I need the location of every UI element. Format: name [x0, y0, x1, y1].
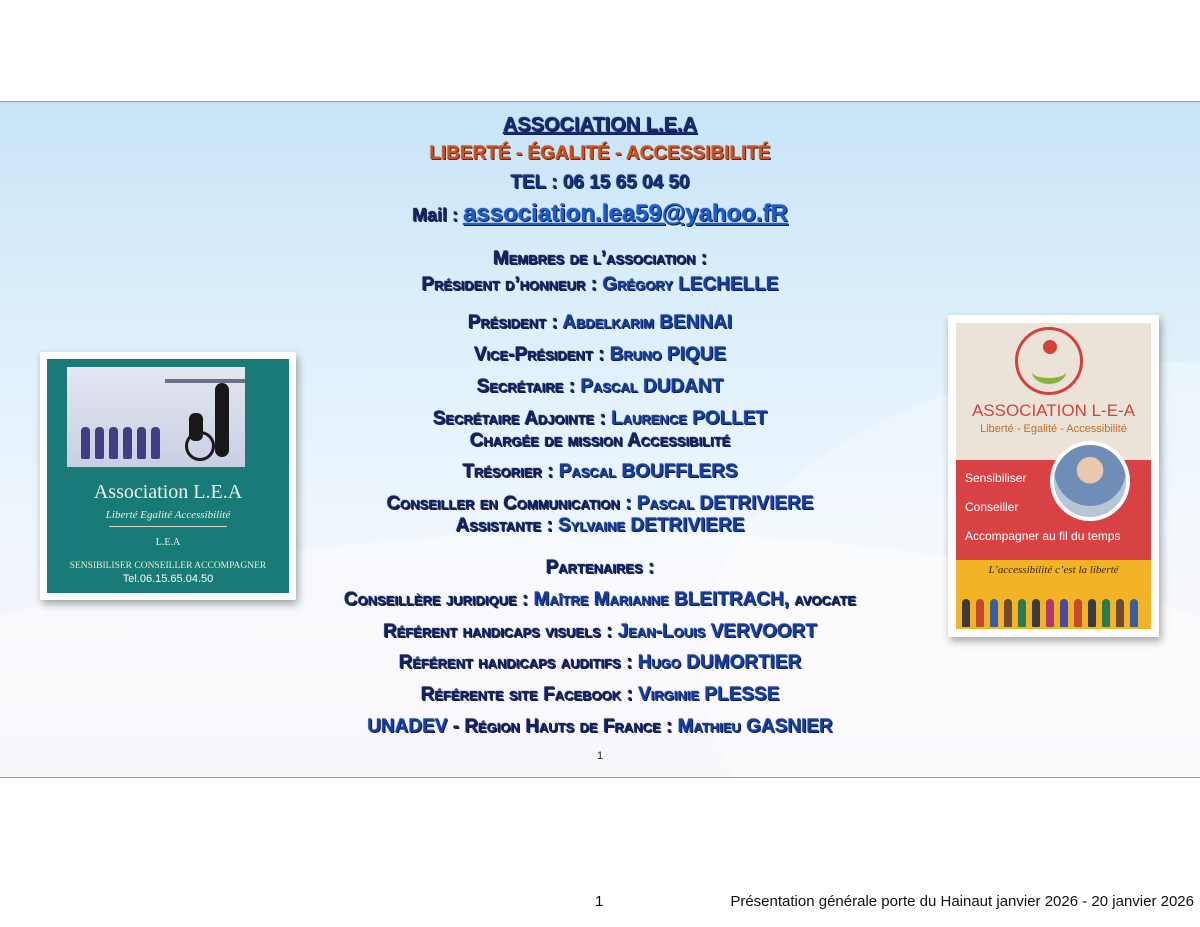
member-role: Assistante : [455, 515, 559, 536]
member-role: Chargée de mission Accessibilité [469, 430, 731, 451]
member-role: Président d’honneur : [421, 274, 603, 295]
poster-name: Association L.E.A [93, 481, 243, 503]
portrait-photo [1050, 441, 1130, 521]
member-name: Abdelkarim BENNAI [562, 312, 733, 333]
partner-name: Jean-Louis VERVOORT [617, 621, 818, 642]
member-role: Président : [467, 312, 563, 333]
banner-name: ASSOCIATION L-E-A [971, 401, 1136, 420]
partner-name: Virginie PLESSE [638, 684, 780, 705]
poster-tagline: Liberté Egalité Accessibilité [105, 509, 231, 521]
members-heading: Membres de l’association : [492, 248, 708, 269]
partner-line [0, 652, 1200, 674]
partners-heading: Partenaires : [545, 557, 655, 578]
mail-link[interactable]: association.lea59@yahoo.fR [463, 200, 788, 227]
association-motto: LIBERTÉ - ÉGALITÉ - ACCESSIBILITÉ [429, 143, 771, 164]
partner-line [0, 716, 1200, 738]
member-role: Secrétaire : [476, 376, 581, 397]
member-role: Trésorier : [462, 461, 559, 482]
banner-item: Accompagner au fil du temps [965, 529, 1121, 543]
association-phone: TEL : 06 15 65 04 50 [510, 172, 690, 193]
partner-org: UNADEV [367, 716, 448, 737]
member-name: Sylvaine DETRIVIERE [558, 515, 745, 536]
member-role: Vice-Président : [473, 344, 610, 365]
bus-stop-illustration [67, 367, 245, 467]
partner-line [0, 684, 1200, 706]
member-name: Bruno PIQUE [609, 344, 727, 365]
association-mail [0, 200, 1200, 228]
poster-slogan: SENSIBILISER CONSEILLER ACCOMPAGNER [69, 561, 267, 571]
member-role: Secrétaire Adjointe : [432, 408, 612, 429]
partner-suffix: avocate [789, 589, 857, 610]
association-poster-photo [40, 352, 296, 600]
poster-phone: Tel.06.15.65.04.50 [122, 573, 214, 585]
association-logo-icon [1015, 327, 1083, 395]
association-banner-photo [948, 315, 1159, 637]
partner-role: Conseillère juridique : [343, 589, 534, 610]
mail-label: Mail : [412, 205, 464, 225]
banner-tagline: Liberté - Egalité - Accessibilité [980, 423, 1127, 435]
member-line [0, 274, 1200, 296]
member-name: Pascal DETRIVIERE [636, 493, 814, 514]
slide-page-number: 1 [596, 750, 604, 762]
wheelchair-icon [185, 431, 215, 461]
banner-item: Conseiller [965, 500, 1019, 514]
banner-slogan: L’accessibilité c’est la liberté [988, 564, 1119, 576]
slide [0, 101, 1200, 778]
association-title: ASSOCIATION L.E.A [502, 114, 698, 136]
member-role: Conseiller en Communication : [386, 493, 637, 514]
member-name: Pascal DUDANT [580, 376, 724, 397]
member-name: Pascal BOUFFLERS [558, 461, 738, 482]
partner-role: Référent handicaps auditifs : [398, 652, 638, 673]
member-name: Grégory LECHELLE [602, 274, 779, 295]
partner-name: Mathieu GASNIER [677, 716, 833, 737]
footer-page-number: 1 [595, 893, 604, 910]
partner-name: Maître Marianne BLEITRACH, [533, 589, 790, 610]
partner-name: Hugo DUMORTIER [637, 652, 802, 673]
banner-item: Sensibiliser [965, 471, 1027, 485]
partner-role: - Région Hauts de France : [447, 716, 678, 737]
partner-role: Référente site Facebook : [420, 684, 639, 705]
footer-text: Présentation générale porte du Hainaut janvier 2026 - 20 janvier 2026 [730, 893, 1194, 910]
member-name: Laurence POLLET [611, 408, 768, 429]
partner-role: Référent handicaps visuels : [382, 621, 618, 642]
poster-emblem: L.E.A [155, 537, 181, 548]
